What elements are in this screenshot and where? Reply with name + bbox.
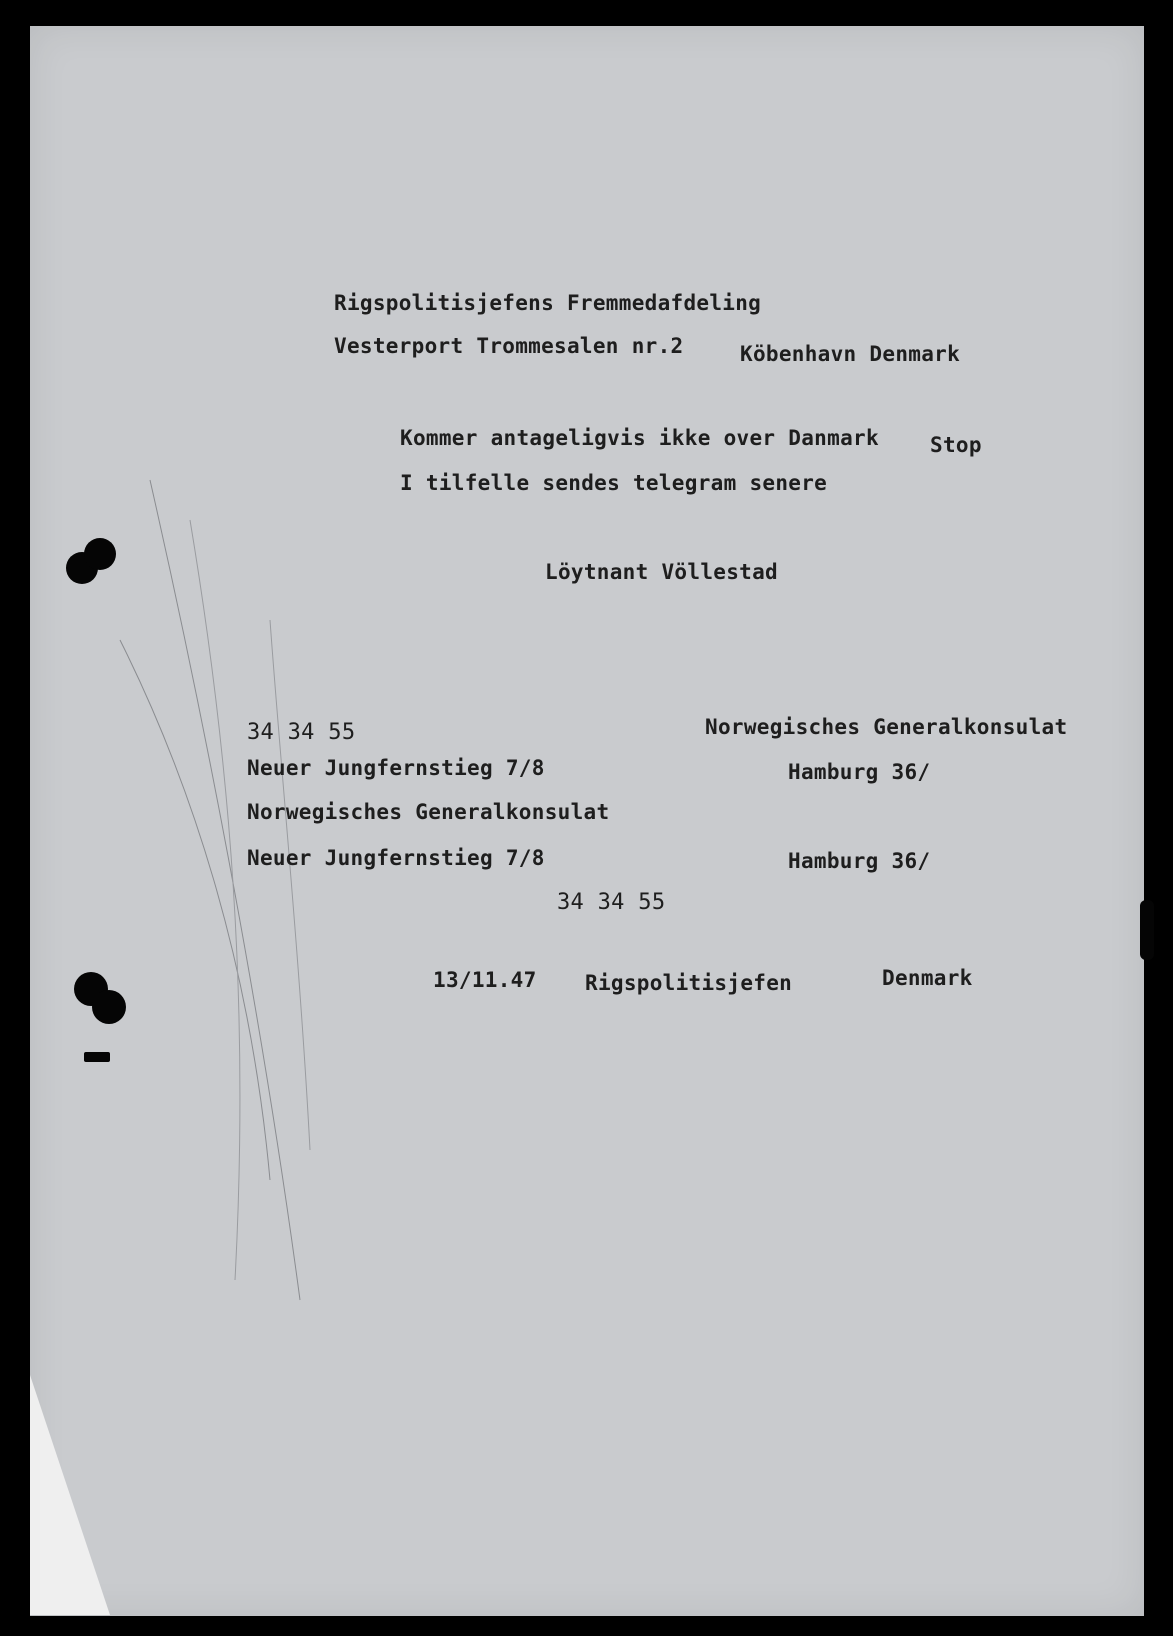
footer-country: Denmark xyxy=(882,966,973,990)
message-stop: Stop xyxy=(930,433,982,457)
footer-sender: Rigspolitisjefen xyxy=(585,971,793,995)
block1-city: Hamburg 36/ xyxy=(788,760,931,784)
block1-name: Norwegisches Generalkonsulat xyxy=(705,715,1068,739)
block1-street: Neuer Jungfernstieg 7/8 xyxy=(247,756,545,780)
address-line-2-left: Vesterport Trommesalen nr.2 xyxy=(334,334,684,358)
footer-date: 13/11.47 xyxy=(433,968,537,992)
block1-phone: 34 34 55 xyxy=(247,720,356,745)
block2-city: Hamburg 36/ xyxy=(788,849,931,873)
block2-street: Neuer Jungfernstieg 7/8 xyxy=(247,846,545,870)
block2-phone: 34 34 55 xyxy=(557,890,666,915)
message-line-1: Kommer antageligvis ikke over Danmark xyxy=(400,426,879,450)
block2-name: Norwegisches Generalkonsulat xyxy=(247,800,610,824)
address-line-2-right: Köbenhavn Denmark xyxy=(740,342,961,366)
paper-folded-corner xyxy=(30,1375,110,1615)
address-line-1: Rigspolitisjefens Fremmedafdeling xyxy=(334,291,762,315)
torn-mark xyxy=(84,1052,110,1062)
signature: Löytnant Völlestad xyxy=(545,560,778,584)
message-line-2: I tilfelle sendes telegram senere xyxy=(400,471,828,495)
edge-notch-right xyxy=(1140,900,1154,960)
punch-hole-bottom-b xyxy=(92,990,126,1024)
punch-hole-top-b xyxy=(84,538,116,570)
